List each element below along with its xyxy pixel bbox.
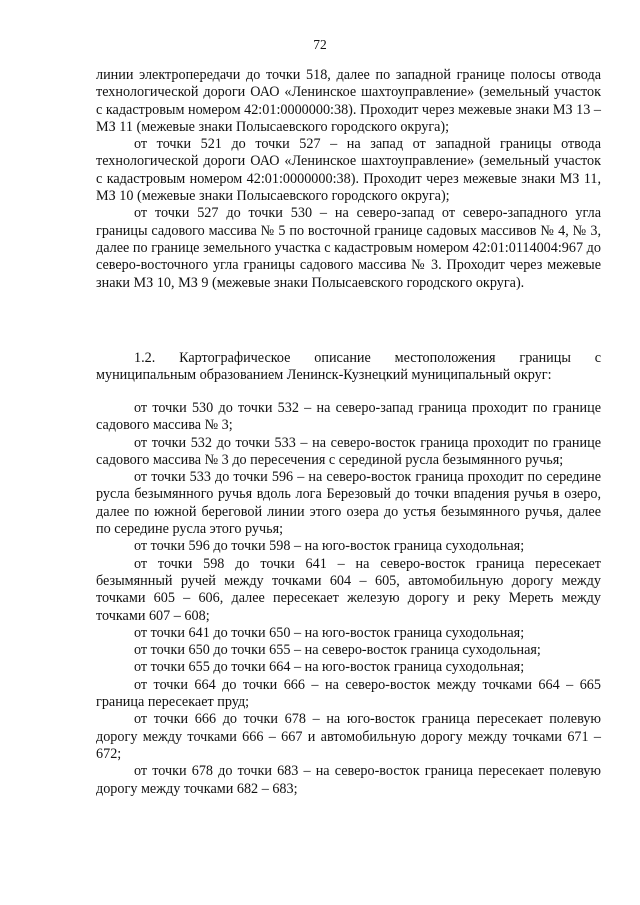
section-1-2-body bbox=[96, 400, 601, 798]
paragraph: от точки 678 до точки 683 – на северо-восток граница пересекает полевую дорогу между точками 682 – 683; bbox=[96, 763, 601, 797]
paragraph: от точки 664 до точки 666 – на северо-восток между точками 664 – 665 граница пересекает пруд; bbox=[96, 676, 601, 711]
continued-section bbox=[96, 67, 601, 292]
paragraph: от точки 527 до точки 530 – на северо-запад от северо-западного угла границы садового массива № 5 по восточной границе садовых массивов № 4, № 3, далее по границе земельного участка с кадастровым номером 42:01:0114004:967 до северо-восточного угла границы садового массива № 3. Проходит через межевые знаки МЗ 10, МЗ 9 (межевые знаки Полысаевского городского округа). bbox=[96, 205, 601, 291]
section-heading: 1.2. Картографическое описание местоположения границы с муниципальным образованием Ленинск-Кузнецкий муниципальный округ: bbox=[96, 350, 601, 384]
paragraph: от точки 532 до точки 533 – на северо-восток граница проходит по границе садового массива № 3 до пересечения с серединой русла безымянного ручья; bbox=[96, 434, 601, 468]
paragraph: от точки 641 до точки 650 – на юго-восток граница суходольная; bbox=[134, 624, 525, 641]
section-heading-block bbox=[96, 350, 601, 385]
paragraph: от точки 655 до точки 664 – на юго-восток граница суходольная; bbox=[134, 659, 525, 676]
paragraph: от точки 530 до точки 532 – на северо-запад граница проходит по границе садового массива № 3; bbox=[96, 400, 601, 434]
paragraph: от точки 533 до точки 596 – на северо-восток граница проходит по середине русла безымянного ручья вдоль лога Березовый до точки впадения ручья в озеро, далее по южной береговой линии этого озера до устья безымянного ручья, далее по середине русла этого ручья; bbox=[96, 469, 601, 538]
paragraph: от точки 521 до точки 527 – на запад от западной границы отвода технологической дороги ОАО «Ленинское шахтоуправление» (земельный участок с кадастровым номером 42:01:0000000:38). Проходит через межевые знаки МЗ 11, МЗ 10 (межевые знаки Полысаевского городского округа); bbox=[96, 136, 601, 205]
paragraph: от точки 650 до точки 655 – на северо-восток граница суходольная; bbox=[134, 642, 541, 659]
paragraph: от точки 666 до точки 678 – на юго-восток граница пересекает полевую дорогу между точками 666 – 667 и автомобильную дорогу между точками 671 – 672; bbox=[96, 711, 601, 762]
paragraph: от точки 598 до точки 641 – на северо-восток граница пересекает безымянный ручей между точками 604 – 605, автомобильную дорогу между точками 605 – 606, далее пересекает железую дорогу и реку Мереть между точками 607 – 608; bbox=[96, 555, 601, 624]
page-number: 72 bbox=[313, 37, 327, 52]
paragraph: от точки 596 до точки 598 – на юго-восток граница суходольная; bbox=[134, 538, 525, 555]
paragraph: линии электропередачи до точки 518, далее по западной границе полосы отвода технологической дороги ОАО «Ленинское шахтоуправление» (земельный участок с кадастровым номером 42:01:0000000:38). Проходит через межевые знаки МЗ 13 – МЗ 11 (межевые знаки Полысаевского городского округа); bbox=[96, 67, 601, 135]
